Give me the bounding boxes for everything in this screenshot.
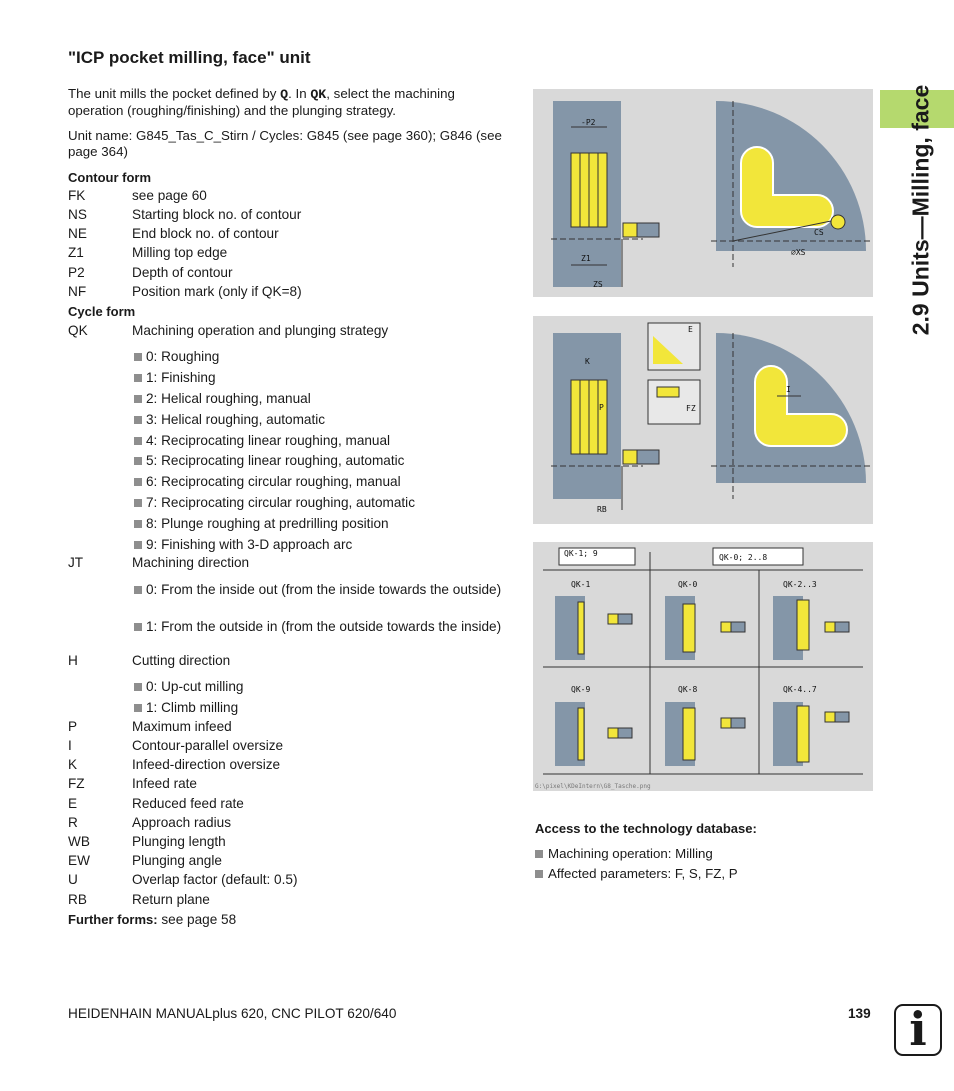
param-row: FZ Infeed rate [68, 776, 197, 791]
cell-label: QK-9 [571, 685, 591, 694]
label-k: K [585, 357, 590, 366]
unit-name-paragraph: Unit name: G845_Tas_C_Stirn / Cycles: G845 (see page 360); G846 (see page 364) [68, 128, 502, 159]
qk-option: 3: Helical roughing, automatic [134, 412, 506, 428]
info-icon: i [894, 1004, 942, 1056]
param-row: FK see page 60 [68, 188, 207, 203]
param-row: Z1 Milling top edge [68, 245, 228, 260]
param-row: EW Plunging angle [68, 853, 222, 868]
label-rb: RB [597, 505, 607, 514]
figure-cycle-parameters [533, 316, 873, 524]
figure-filename: G:\pixel\KDeIntern\G8_Tasche.png [535, 783, 651, 790]
param-row: RB Return plane [68, 892, 210, 907]
param-row: NF Position mark (only if QK=8) [68, 284, 302, 299]
cell-label: QK-0 [678, 580, 698, 589]
label-z1: Z1 [581, 254, 591, 263]
param-row: P Maximum infeed [68, 719, 232, 734]
param-row: K Infeed-direction oversize [68, 757, 281, 772]
cell-label: QK-2..3 [783, 580, 817, 589]
contour-form-title: Contour form [68, 170, 152, 185]
h-option: 0: Up-cut milling [134, 679, 506, 695]
qk-option: 1: Finishing [134, 370, 506, 386]
label-cs: CS [814, 228, 824, 237]
qk-option: 9: Finishing with 3-D approach arc [134, 537, 506, 553]
access-item: Machining operation: Milling [535, 846, 713, 861]
cycle-form-title: Cycle form [68, 304, 136, 319]
access-item: Affected parameters: F, S, FZ, P [535, 866, 738, 881]
param-row: R Approach radius [68, 815, 231, 830]
access-title: Access to the technology database: [535, 821, 757, 836]
param-row: U Overlap factor (default: 0.5) [68, 872, 298, 887]
figure-pocket-geometry [533, 89, 873, 297]
param-row-jt: JT Machining direction [68, 555, 250, 570]
figure-qk-strategies [533, 542, 873, 791]
label-p: P [599, 403, 604, 412]
qk-option: 6: Reciprocating circular roughing, manual [134, 474, 506, 490]
label-fz: FZ [686, 404, 696, 413]
param-row-qk: QK Machining operation and plunging strategy [68, 323, 389, 338]
h-option: 1: Climb milling [134, 700, 506, 716]
section-tab-title: 2.9 Units—Milling, face [907, 84, 934, 336]
jt-option: 1: From the outside in (from the outside towards the inside) [134, 619, 506, 635]
param-row: WB Plunging length [68, 834, 226, 849]
label-p2: -P2 [581, 118, 596, 127]
cell-label: QK-8 [678, 685, 698, 694]
param-row: E Reduced feed rate [68, 796, 244, 811]
param-row: NS Starting block no. of contour [68, 207, 302, 222]
label-i: I [786, 385, 791, 394]
cell-label: QK-4..7 [783, 685, 817, 694]
jt-option: 0: From the inside out (from the inside towards the outside) [134, 582, 506, 598]
qk-option: 2: Helical roughing, manual [134, 391, 506, 407]
qk-option: 4: Reciprocating linear roughing, manual [134, 433, 506, 449]
qk-option: 7: Reciprocating circular roughing, automatic [134, 495, 506, 511]
qk-option: 0: Roughing [134, 349, 506, 365]
cell-label: QK-1 [571, 580, 591, 589]
qk-option: 5: Reciprocating linear roughing, automatic [134, 453, 506, 469]
further-forms: Further forms: see page 58 [68, 912, 237, 927]
param-row-h: H Cutting direction [68, 653, 231, 668]
footer-text: HEIDENHAIN MANUALplus 620, CNC PILOT 620/640 [68, 1006, 397, 1021]
page-number: 139 [848, 1006, 871, 1021]
label-zs: ZS [593, 280, 603, 289]
header-qk-right: QK-0; 2..8 [719, 553, 768, 562]
param-row: NE End block no. of contour [68, 226, 279, 241]
header-qk-left: QK-1; 9 [564, 549, 598, 558]
param-row: I Contour-parallel oversize [68, 738, 284, 753]
page-heading: "ICP pocket milling, face" unit [68, 48, 311, 67]
label-e: E [688, 325, 693, 334]
intro-paragraph: The unit mills the pocket defined by Q. In QK, select the machining operation (roughing/finishing) and the plunging strategy. [68, 86, 455, 118]
label-xs: ⌀XS [791, 248, 806, 257]
qk-option: 8: Plunge roughing at predrilling position [134, 516, 506, 532]
param-row: P2 Depth of contour [68, 265, 233, 280]
